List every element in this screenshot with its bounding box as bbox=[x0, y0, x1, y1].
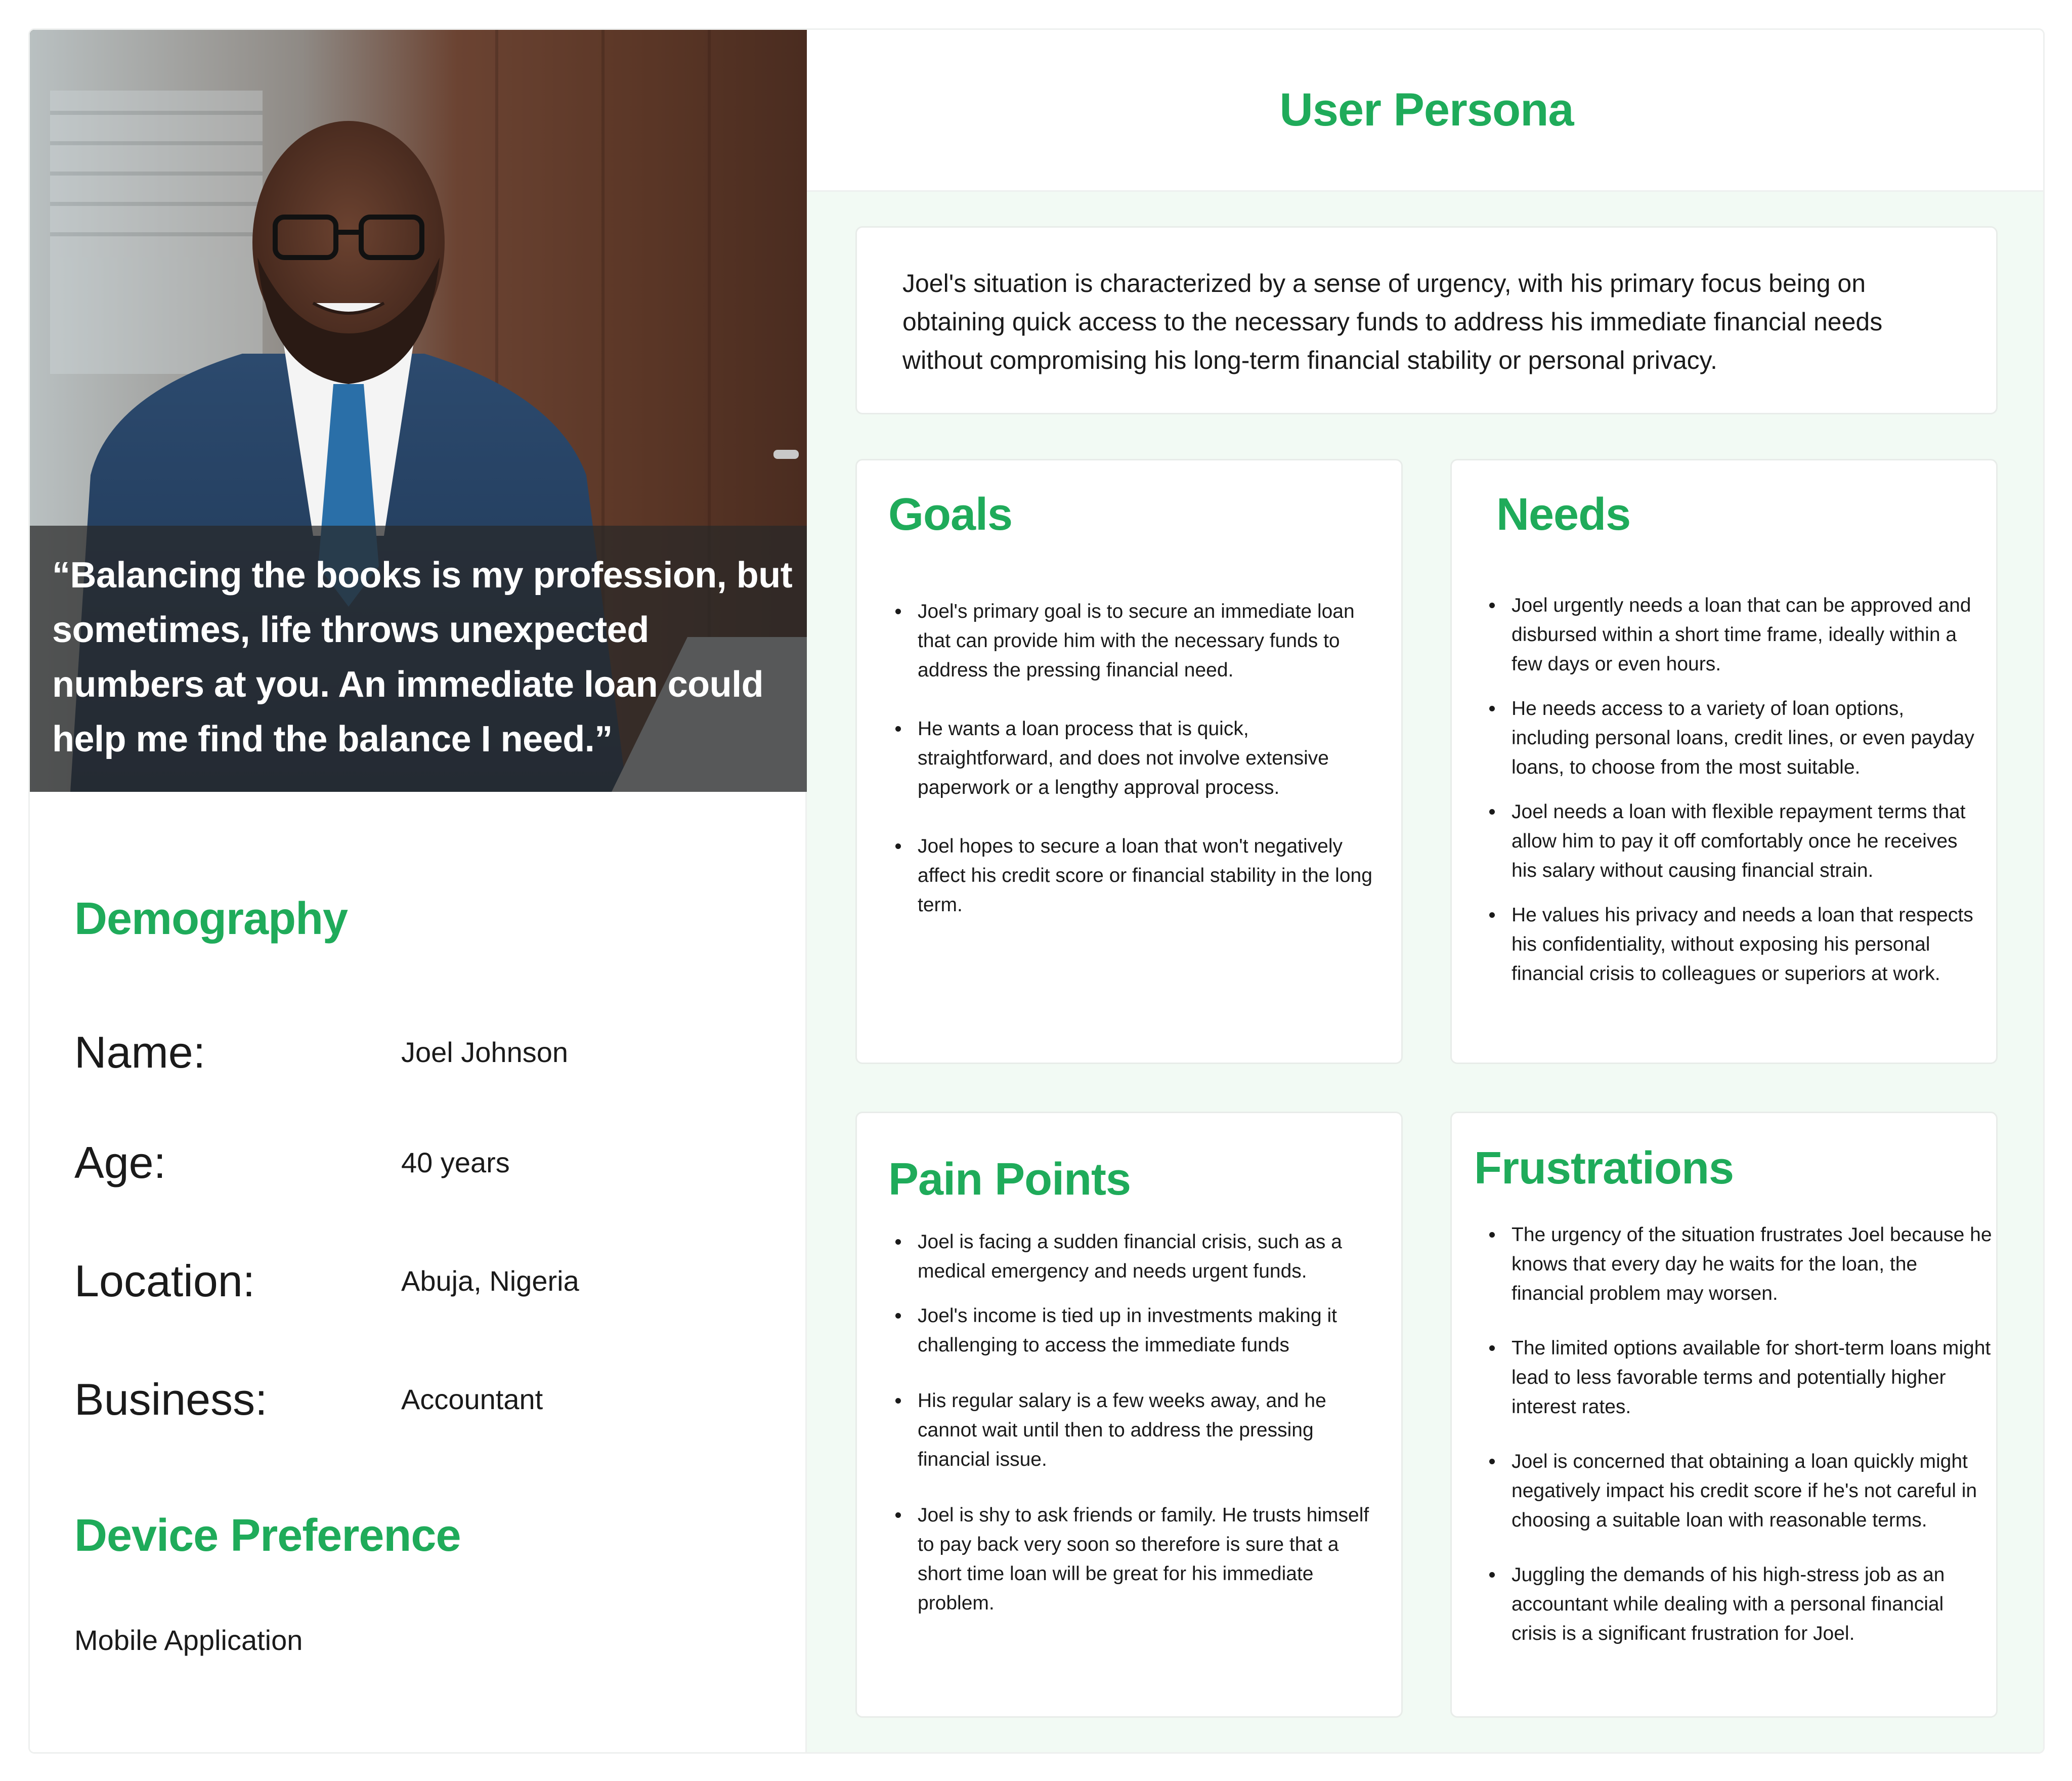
demography-label: Age: bbox=[74, 1137, 166, 1188]
summary-text: Joel's situation is characterized by a sense of urgency, with his primary focus being on obtaining quick access to the necessary funds to address his immediate financial needs without compromising his long-term financial stability or personal privacy. bbox=[902, 269, 1883, 374]
pain-points-list bbox=[887, 1227, 1383, 1633]
demography-value: Joel Johnson bbox=[401, 1036, 569, 1068]
demography-label: Name: bbox=[74, 1027, 206, 1077]
goals-list bbox=[887, 597, 1383, 949]
demography-label: Business: bbox=[74, 1374, 268, 1424]
profile-column bbox=[30, 30, 807, 1752]
demography-value: Abuja, Nigeria bbox=[401, 1265, 579, 1297]
pain-points-card bbox=[855, 1112, 1403, 1718]
list-item: Juggling the demands of his high-stress job as an accountant while dealing with a personal financial crisis is a significant frustration for Joel. bbox=[1481, 1560, 1992, 1648]
page-title: User Persona bbox=[1279, 84, 1574, 136]
list-item: He wants a loan process that is quick, straightforward, and does not involve extensive paperwork or a lengthy approval process. bbox=[887, 714, 1383, 802]
persona-photo bbox=[30, 30, 807, 792]
list-item: Joel is shy to ask friends or family. He trusts himself to pay back very soon so therefore is sure that a short time loan will be great for his immediate problem. bbox=[887, 1501, 1383, 1618]
goals-title: Goals bbox=[888, 489, 1013, 540]
demography-value: Accountant bbox=[401, 1383, 543, 1415]
list-item: He needs access to a variety of loan options, including personal loans, credit lines, or even payday loans, to choose from the most suitable. bbox=[1481, 694, 1987, 782]
details-column bbox=[807, 30, 2045, 1752]
frustrations-card bbox=[1450, 1112, 1998, 1718]
list-item: Joel's primary goal is to secure an immediate loan that can provide him with the necessary funds to address the pressing financial need. bbox=[887, 597, 1383, 685]
list-item: Joel needs a loan with flexible repayment terms that allow him to pay it off comfortably once he receives his salary without causing financial strain. bbox=[1481, 797, 1987, 885]
demography-value: 40 years bbox=[401, 1147, 510, 1178]
pain-points-title: Pain Points bbox=[888, 1154, 1131, 1205]
persona-page bbox=[28, 28, 2045, 1754]
list-item: Joel is concerned that obtaining a loan quickly might negatively impact his credit score if he's not careful in choosing a suitable loan with reasonable terms. bbox=[1481, 1447, 1992, 1535]
frustrations-title: Frustrations bbox=[1474, 1143, 1734, 1194]
demography-title: Demography bbox=[74, 894, 348, 944]
summary-card bbox=[855, 226, 1998, 414]
frustrations-list bbox=[1481, 1220, 1992, 1674]
needs-title: Needs bbox=[1496, 489, 1631, 540]
list-item: He values his privacy and needs a loan that respects his confidentiality, without exposing his personal financial crisis to colleagues or superiors at work. bbox=[1481, 901, 1987, 989]
goals-card bbox=[855, 459, 1403, 1064]
list-item: Joel hopes to secure a loan that won't negatively affect his credit score or financial stability in the long term. bbox=[887, 832, 1383, 920]
list-item: His regular salary is a few weeks away, and he cannot wait until then to address the pressing financial issue. bbox=[887, 1386, 1383, 1474]
header-band bbox=[807, 30, 2045, 192]
device-preference-title: Device Preference bbox=[74, 1510, 461, 1561]
device-preference-value: Mobile Application bbox=[74, 1624, 303, 1656]
list-item: Joel's income is tied up in investments making it challenging to access the immediate funds bbox=[887, 1301, 1383, 1360]
list-item: Joel urgently needs a loan that can be approved and disbursed within a short time frame, ideally within a few days or even hours. bbox=[1481, 591, 1987, 679]
demography-label: Location: bbox=[74, 1256, 255, 1306]
list-item: Joel is facing a sudden financial crisis, such as a medical emergency and needs urgent funds. bbox=[887, 1227, 1383, 1286]
needs-list bbox=[1481, 591, 1987, 1004]
list-item: The limited options available for short-term loans might lead to less favorable terms and potentially higher interest rates. bbox=[1481, 1334, 1992, 1422]
persona-quote: “Balancing the books is my profession, but sometimes, life throws unexpected numbers at you. An immediate loan could help me find the balance I need.” bbox=[52, 555, 793, 759]
list-item: The urgency of the situation frustrates Joel because he knows that every day he waits for the loan, the financial problem may worsen. bbox=[1481, 1220, 1992, 1308]
needs-card bbox=[1450, 459, 1998, 1064]
